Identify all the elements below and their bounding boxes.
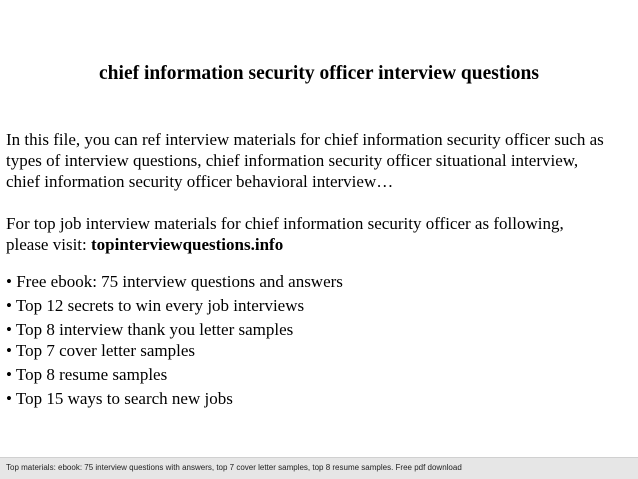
list-item: • Top 15 ways to search new jobs (6, 389, 233, 408)
footer-bar (0, 457, 638, 479)
materials-list (6, 271, 634, 409)
footer-text: Top materials: ebook: 75 interview questions with answers, top 7 cover letter samples, top 8 resume samples. Free pdf download (6, 463, 462, 472)
visit-prefix: please visit: (6, 235, 91, 254)
list-item: • Free ebook: 75 interview questions and answers (6, 272, 343, 291)
intro-line: chief information security officer behavioral interview… (6, 172, 394, 191)
list-item: • Top 8 interview thank you letter samples (6, 320, 294, 339)
visit-line (6, 234, 634, 255)
list-item: • Top 7 cover letter samples (6, 341, 196, 360)
intro-line: In this file, you can ref interview materials for chief information security officer such as (6, 130, 604, 149)
intro-paragraph (6, 129, 634, 192)
intro-line: types of interview questions, chief information security officer situational interview, (6, 151, 579, 170)
visit-line: For top job interview materials for chief information security officer as following, (6, 214, 564, 233)
website-link[interactable]: topinterviewquestions.info (90, 235, 284, 254)
list-item: • Top 8 resume samples (6, 365, 168, 384)
visit-paragraph (6, 213, 634, 255)
slide-title: chief information security officer interview questions (99, 63, 539, 84)
list-item: • Top 12 secrets to win every job interviews (6, 296, 305, 315)
